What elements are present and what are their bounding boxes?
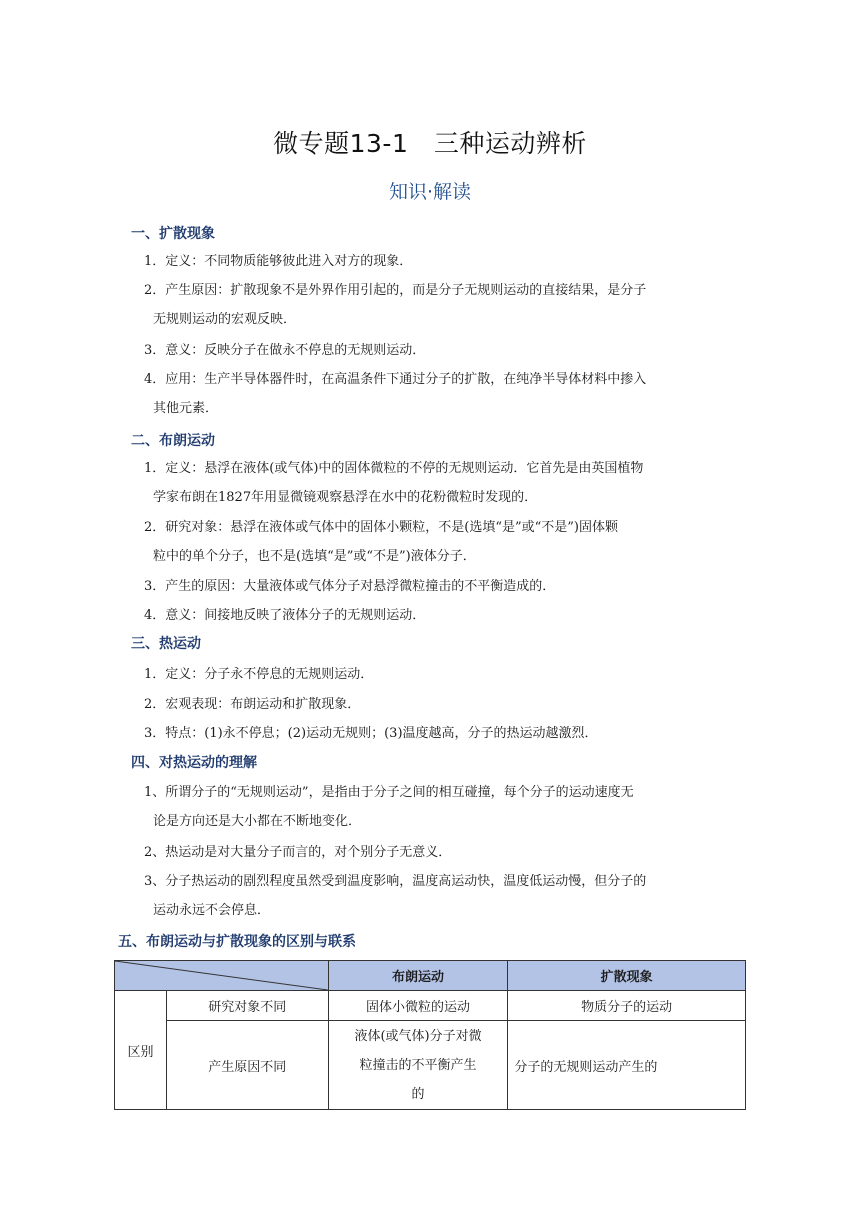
item-text: 1、所谓分子的“无规则运动”，是指由于分子之间的相互碰撞，每个分子的运动速度无 bbox=[144, 785, 634, 800]
column-header-diffusion: 扩散现象 bbox=[508, 961, 746, 991]
item-text: 1．定义：不同物质能够彼此进入对方的现象． bbox=[144, 254, 413, 269]
paragraph bbox=[144, 601, 734, 630]
table-header-row bbox=[115, 961, 746, 991]
table-cell bbox=[328, 1021, 508, 1110]
item-text: 1．定义：分子永不停息的无规则运动． bbox=[144, 667, 374, 682]
cell-line: 粒撞击的不平衡产生 bbox=[359, 1057, 477, 1073]
paragraph bbox=[144, 247, 734, 276]
item-text: 2．研究对象：悬浮在液体或气体中的固体小颗粒，不是(选填“是”或“不是”)固体颗 bbox=[144, 520, 618, 535]
item-text: 2、热运动是对大量分子而言的，对个别分子无意义． bbox=[144, 845, 452, 860]
item-text: 3．意义：反映分子在做永不停息的无规则运动． bbox=[144, 343, 426, 358]
paragraph bbox=[144, 867, 734, 925]
section-heading-understanding: 四、对热运动的理解 bbox=[131, 755, 257, 771]
diagonal-header-cell bbox=[115, 961, 329, 991]
item-text: 4．意义：间接地反映了液体分子的无规则运动． bbox=[144, 608, 426, 623]
paragraph bbox=[144, 365, 734, 423]
column-header-brownian: 布朗运动 bbox=[328, 961, 508, 991]
paragraph bbox=[144, 660, 734, 689]
item-text-continued: 无规则运动的宏观反映． bbox=[153, 312, 297, 327]
page-subtitle: 知识·解读 bbox=[388, 181, 472, 203]
item-text: 4．应用：生产半导体器件时，在高温条件下通过分子的扩散，在纯净半导体材料中掺入 bbox=[144, 372, 647, 387]
paragraph bbox=[144, 778, 734, 836]
cell-line: 的 bbox=[411, 1086, 425, 1102]
item-text: 2．宏观表现：布朗运动和扩散现象． bbox=[144, 697, 361, 712]
group-label: 区别 bbox=[115, 991, 167, 1110]
item-text: 3．特点：(1)永不停息；(2)运动无规则；(3)温度越高，分子的热运动越激烈． bbox=[144, 726, 598, 741]
item-text: 2．产生原因：扩散现象不是外界作用引起的，而是分子无规则运动的直接结果，是分子 bbox=[144, 283, 647, 298]
section-heading-comparison: 五、布朗运动与扩散现象的区别与联系 bbox=[118, 934, 356, 950]
cell-line: 液体(或气体)分子对微 bbox=[354, 1028, 482, 1044]
row-label: 产生原因不同 bbox=[166, 1021, 328, 1110]
item-text: 3．产生的原因：大量液体或气体分子对悬浮微粒撞击的不平衡造成的． bbox=[144, 579, 556, 594]
row-label: 研究对象不同 bbox=[166, 991, 328, 1021]
comparison-table bbox=[114, 960, 746, 1110]
section-heading-diffusion: 一、扩散现象 bbox=[131, 226, 215, 242]
item-text: 3、分子热运动的剧烈程度虽然受到温度影响，温度高运动快，温度低运动慢，但分子的 bbox=[144, 874, 647, 889]
section-heading-brownian: 二、布朗运动 bbox=[131, 433, 215, 449]
item-text: 1．定义：悬浮在液体(或气体)中的固体微粒的不停的无规则运动．它首先是由英国植物 bbox=[144, 461, 644, 476]
paragraph bbox=[144, 719, 734, 748]
item-text-continued: 论是方向还是大小都在不断地变化． bbox=[153, 814, 362, 829]
table-row bbox=[115, 991, 746, 1021]
paragraph bbox=[144, 454, 734, 512]
table-row bbox=[115, 1021, 746, 1110]
paragraph bbox=[144, 513, 734, 571]
item-text-continued: 学家布朗在1827年用显微镜观察悬浮在水中的花粉微粒时发现的． bbox=[153, 490, 538, 505]
item-text-continued: 粒中的单个分子，也不是(选填“是”或“不是”)液体分子． bbox=[153, 549, 476, 564]
paragraph bbox=[144, 336, 734, 365]
page-title: 微专题13-1 三种运动辨析 bbox=[273, 129, 587, 158]
diagonal-line bbox=[115, 961, 328, 990]
paragraph bbox=[144, 276, 734, 334]
paragraph bbox=[144, 572, 734, 601]
paragraph bbox=[144, 838, 734, 867]
table-cell: 物质分子的运动 bbox=[508, 991, 746, 1021]
paragraph bbox=[144, 690, 734, 719]
item-text-continued: 其他元素． bbox=[153, 401, 219, 416]
table-cell: 固体小微粒的运动 bbox=[328, 991, 508, 1021]
item-text-continued: 运动永远不会停息． bbox=[153, 903, 271, 918]
section-heading-thermal: 三、热运动 bbox=[131, 636, 201, 652]
table-cell: 分子的无规则运动产生的 bbox=[508, 1021, 746, 1110]
